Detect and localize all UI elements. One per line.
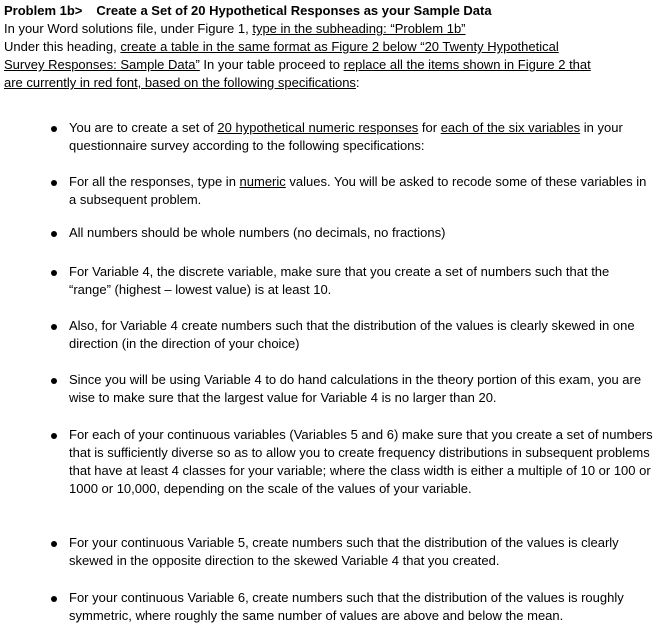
spec-item-5: Also, for Variable 4 create numbers such that the distribution of the values is clearly skewed in one direction (in the direction of your choice) xyxy=(69,318,635,351)
bullet-dot xyxy=(51,180,57,186)
intro-line-3: Under this heading, create a table in the same format as Figure 2 below “20 Twenty Hypothetical xyxy=(4,39,559,54)
bullet-dot xyxy=(51,433,57,439)
bullet-dot xyxy=(51,541,57,547)
spec-item-9: For your continuous Variable 6, create numbers such that the distribution of the values is roughly symmetric, where roughly the same number of values are above and below the mean. xyxy=(69,590,624,623)
intro-line-4: Survey Responses: Sample Data” In your table proceed to replace all the items shown in Figure 2 that xyxy=(4,57,591,72)
spec-item-4: For Variable 4, the discrete variable, make sure that you create a set of numbers such that the “range” (highest – lowest value) is at least 10. xyxy=(69,264,610,297)
bullet-dot xyxy=(51,270,57,276)
bullet-dot xyxy=(51,126,57,132)
intro-block xyxy=(4,2,654,92)
intro-line-2: In your Word solutions file, under Figure 1, type in the subheading: “Problem 1b” xyxy=(4,21,466,36)
spec-item-3: All numbers should be whole numbers (no decimals, no fractions) xyxy=(69,225,446,240)
bullet-dot xyxy=(51,378,57,384)
bullet-dot xyxy=(51,324,57,330)
spec-item-7: For each of your continuous variables (Variables 5 and 6) make sure that you create a set of numbers that is sufficiently diverse so as to allow you to create frequency distributions in subsequent problems that have at least 4 classes for your variable; where the class width is either a multiple of 10 or 100 or 1000 or 10,000, depending on the scale of the values of your variable. xyxy=(69,427,653,496)
problem-title: Create a Set of 20 Hypothetical Responses as your Sample Data xyxy=(96,3,492,18)
spec-item-2: For all the responses, type in numeric values. You will be asked to recode some of these variables in a subsequent problem. xyxy=(69,174,647,207)
intro-line-5: are currently in red font, based on the following specifications: xyxy=(4,75,360,90)
spec-item-6: Since you will be using Variable 4 to do hand calculations in the theory portion of this exam, you are wise to make sure that the largest value for Variable 4 is no larger than 20. xyxy=(69,372,642,405)
problem-label: Problem 1b> xyxy=(4,3,83,18)
bullet-dot xyxy=(51,231,57,237)
bullet-dot xyxy=(51,596,57,602)
spec-item-8: For your continuous Variable 5, create numbers such that the distribution of the values is clearly skewed in the opposite direction to the skewed Variable 4 that you created. xyxy=(69,535,619,568)
problem-heading xyxy=(4,2,654,20)
spec-item-1: You are to create a set of 20 hypothetical numeric responses for each of the six variables in your questionnaire survey according to the following specifications: xyxy=(69,120,623,153)
